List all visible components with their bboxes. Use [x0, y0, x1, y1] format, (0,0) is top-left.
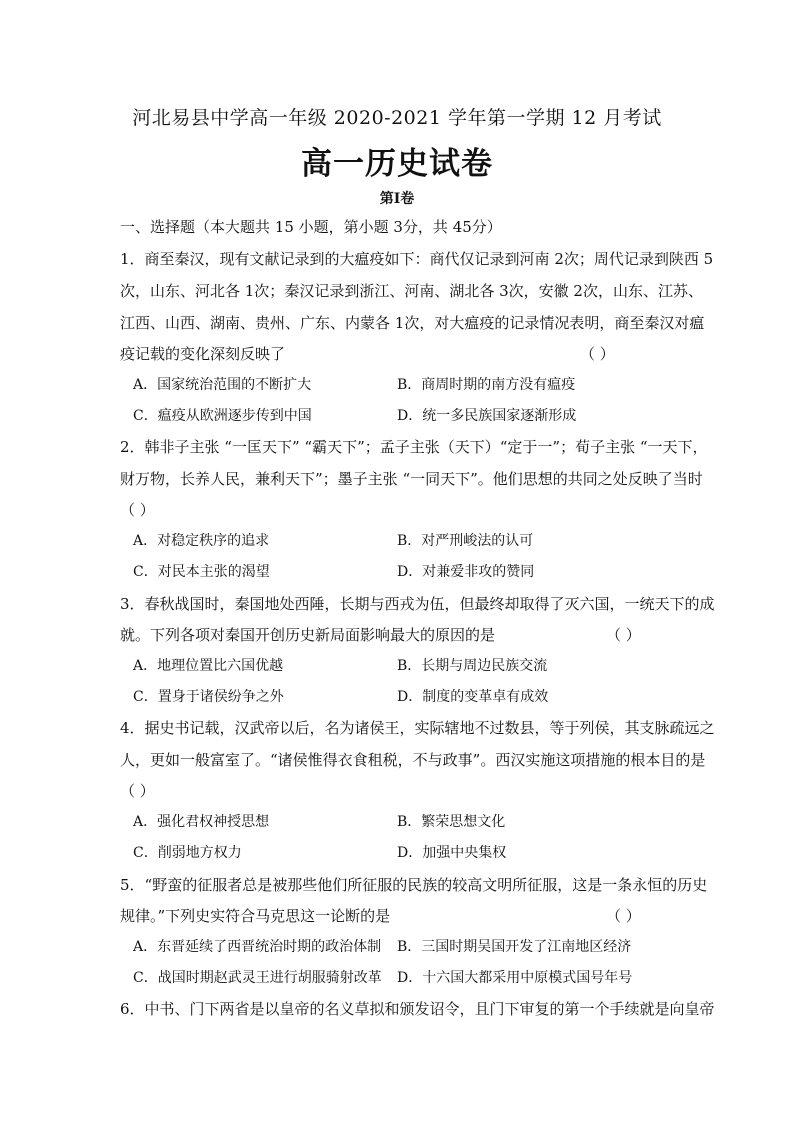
q2-option-d: D．对兼爱非攻的赞同: [397, 564, 535, 580]
q6-line-1: 6．中书、门下两省是以皇帝的名义草拟和颁发诏令，且门下审复的第一个手续就是向皇帝: [120, 1000, 715, 1018]
q1-line-2: 次，山东、河北各 1次；秦汉记录到浙江、河南、湖北各 3次，安徽 2次，山东、江苏、: [120, 282, 703, 300]
q1-line-1: 1．商至秦汉，现有文献记录到的大瘟疫如下：商代仅记录到河南 2次；周代记录到陕西 5: [120, 250, 714, 268]
q4-option-b: B．繁荣思想文化: [397, 814, 506, 830]
q5-answer-blank: （ ）: [606, 907, 641, 925]
q1-answer-blank: （ ）: [580, 345, 615, 363]
q1-line-4: 疫记载的变化深刻反映了: [120, 345, 286, 363]
q1-option-c: C．瘟疫从欧洲逐步传到中国: [133, 408, 312, 424]
q5-option-c: C．战国时期赵武灵王进行胡服骑射改革: [133, 970, 382, 986]
q3-line-2: 就。下列各项对秦国开创历史新局面影响最大的原因的是: [120, 626, 496, 644]
q5-option-a: A．东晋延续了西晋统治时期的政治体制: [133, 939, 382, 955]
q4-line-1: 4．据史书记载，汉武帝以后，名为诸侯王，实际辖地不过数县，等于列侯，其支脉疏远之: [120, 719, 715, 737]
q2-option-c: C．对民本主张的渴望: [133, 564, 270, 580]
q3-answer-blank: （ ）: [606, 626, 641, 644]
volume-label: 第Ⅰ卷: [379, 191, 415, 207]
q4-line-2: 人，更如一般富室了。“诸侯惟得衣食租税，不与政事”。西汉实施这项措施的根本目的是: [120, 751, 706, 769]
q1-option-a: A．国家统治范围的不断扩大: [133, 377, 312, 393]
section-heading: 一、选择题（本大题共 15 小题，第小题 3分，共 45分）: [120, 218, 502, 236]
q2-line-2: 财万物，长养人民，兼利天下”；墨子主张 “一同天下”。他们思想的共同之处反映了当时: [120, 470, 703, 488]
q3-option-b: B．长期与周边民族交流: [397, 658, 548, 674]
q2-option-a: A．对稳定秩序的追求: [133, 533, 270, 549]
q3-option-c: C．置身于诸侯纷争之外: [133, 689, 284, 705]
q1-option-d: D．统一多民族国家逐渐形成: [397, 408, 577, 424]
q2-answer-blank: （ ）: [120, 501, 155, 519]
q5-option-d: D．十六国大都采用中原模式国号年号: [397, 970, 633, 986]
q4-option-c: C．削弱地方权力: [133, 845, 242, 861]
q5-line-1: 5．“野蛮的征服者总是被那些他们所征服的民族的较高文明所征服，这是一条永恒的历史: [120, 876, 708, 894]
exam-title: 河北易县中学高一年级 2020-2021 学年第一学期 12 月考试: [132, 107, 662, 129]
q2-option-b: B．对严刑峻法的认可: [397, 533, 534, 549]
q3-option-a: A．地理位置比六国优越: [133, 658, 284, 674]
q1-option-b: B．商周时期的南方没有瘟疫: [397, 377, 576, 393]
q4-option-a: A．强化君权神授思想: [133, 814, 270, 830]
q4-option-d: D．加强中央集权: [397, 845, 507, 861]
q3-option-d: D．制度的变革卓有成效: [397, 689, 549, 705]
q1-line-3: 江西、山西、湖南、贵州、广东、内蒙各 1次，对大瘟疫的记录情况表明，商至秦汉对瘟: [120, 314, 705, 332]
q5-option-b: B．三国时期吴国开发了江南地区经济: [397, 939, 632, 955]
q4-answer-blank: （ ）: [120, 782, 155, 800]
q2-line-1: 2．韩非子主张 “一匡天下” “霸天下”；孟子主张（天下）“定于一”；荀子主张 “一天下，: [120, 438, 708, 456]
subject-title: 高一历史试卷: [301, 146, 493, 182]
q5-line-2: 规律。”下列史实符合马克思这一论断的是: [120, 907, 391, 925]
q3-line-1: 3．春秋战国时，秦国地处西陲，长期与西戎为伍，但最终却取得了灭六国，一统天下的成: [120, 595, 715, 613]
